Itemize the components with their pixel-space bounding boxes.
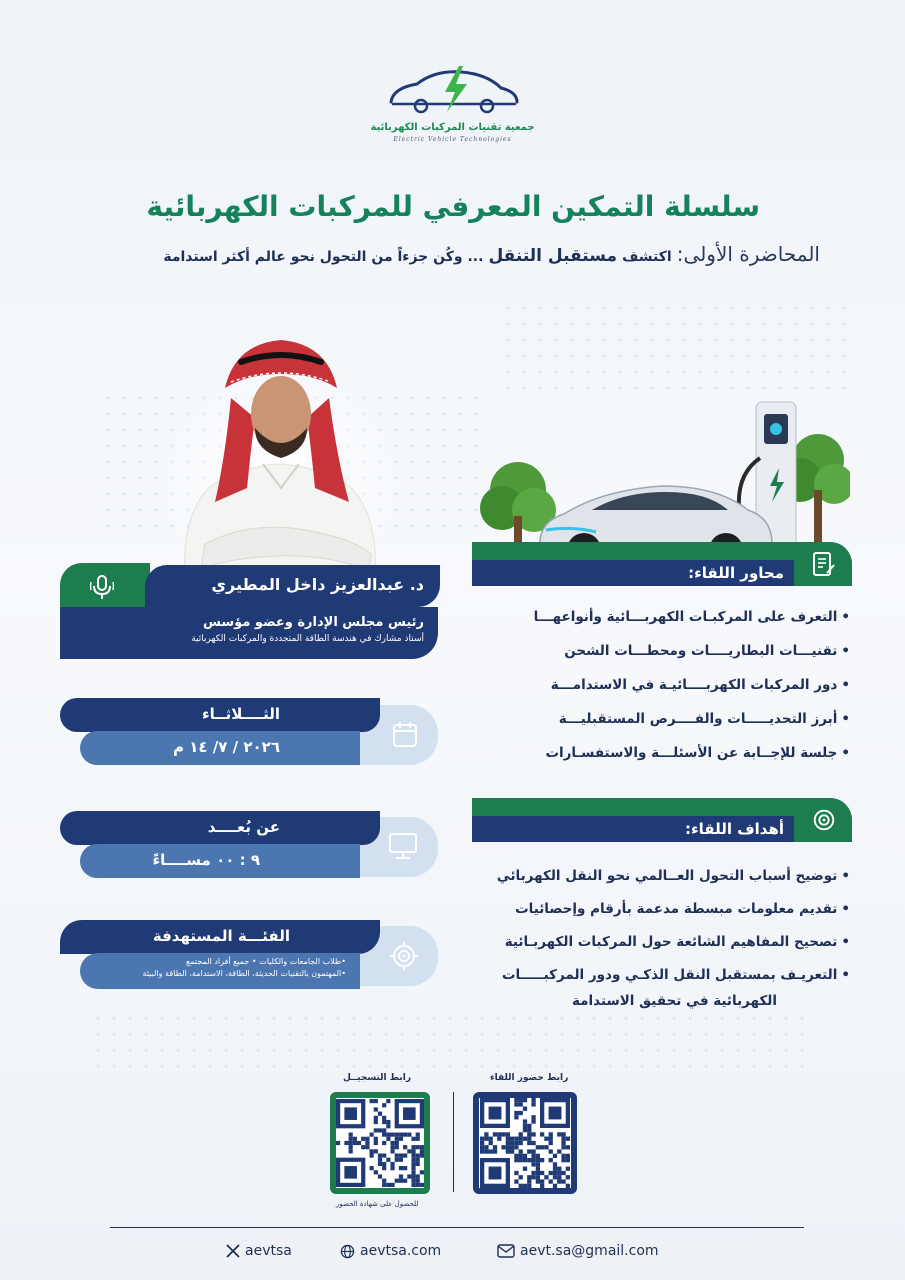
speaker-role: رئيس مجلس الإدارة وعضو مؤسس (203, 615, 424, 630)
axes-list (470, 600, 850, 770)
goals-continuation: الكهربائية في تحقيق الاستدامة (572, 993, 777, 1009)
event-time: ٩ : ٠٠ مســــاءً (80, 844, 360, 878)
speaker-role-box (60, 607, 438, 659)
register-label: رابط التسجيــل (343, 1073, 412, 1083)
speaker-photo (165, 318, 395, 580)
footer-x[interactable] (226, 1243, 292, 1259)
lecture-text-bold: مستقبل التنقل (488, 246, 618, 266)
target-icon (811, 807, 837, 833)
dots-decoration (500, 300, 850, 400)
series-title: سلسلة التمكين المعرفي للمركبات الكهربائية (146, 190, 760, 223)
audience-line1: •طلاب الجامعات والكليات • جميع أفراد المجتمع (186, 957, 346, 966)
list-item: • جلسة للإجــابة عن الأسئلـــة والاستفسـارات (470, 736, 850, 770)
list-item: • أبرز التحديـــــات والفــــرص المستقبليـــة (470, 702, 850, 736)
goals-header (472, 798, 852, 842)
audience-box (80, 953, 360, 989)
audience-line2: •المهتمون بالتقنيات الحديثة، الطاقة، الاستدامة، الطاقة والبيئة (142, 969, 346, 978)
goals-list (470, 860, 850, 992)
register-note: للحصول على شهادة الحضور (336, 1200, 419, 1208)
footer-divider (110, 1227, 804, 1228)
list-item: • التعرف على المركبـات الكهربـــائية وأنواعهـــا (470, 600, 850, 634)
event-mode: عن بُعــــد (60, 811, 380, 845)
target-icon (390, 942, 418, 970)
qr-code-icon (479, 1098, 571, 1188)
calendar-icon (392, 720, 418, 748)
lecture-text-pre: اكتشف (622, 249, 672, 265)
x-logo-icon (226, 1244, 240, 1258)
ev-car-logo-icon (383, 62, 523, 120)
footer-email[interactable] (497, 1243, 659, 1259)
logo-name-english: Electric Vehicle Technologies (393, 136, 512, 143)
audience-title: الفئـــة المستهدفة (60, 920, 380, 954)
attend-qr[interactable] (473, 1092, 577, 1194)
list-item: • توضيح أسباب التحول العــالمي نحو النقل الكهربائي (470, 860, 850, 893)
microphone-icon (90, 574, 114, 600)
logo-name-arabic: جمعية تقنيات المركبات الكهربائية (370, 122, 535, 133)
event-date: ٢٠٢٦ / ٧/ ١٤ م (80, 731, 360, 765)
lecture-label: المحاضرة الأولى: (676, 242, 820, 266)
axes-title: محاور اللقاء: (472, 560, 802, 586)
attend-label: رابط حضور اللقاء (490, 1073, 569, 1083)
speaker-name: د. عبدالعزيز داخل المطيري (145, 565, 440, 607)
speaker-subrole: أستاذ مشارك في هندسة الطاقة المتجددة والمركبات الكهربائية (191, 634, 424, 644)
qr-code-icon (336, 1098, 424, 1188)
email-link: aevt.sa@gmail.com (520, 1243, 659, 1259)
axes-header (472, 542, 852, 586)
document-icon (812, 551, 836, 579)
envelope-icon (497, 1244, 515, 1258)
list-item: • التعريـف بمستقبل النقل الذكـي ودور المركبـــــات (470, 959, 850, 992)
lecture-subtitle (163, 242, 820, 266)
register-qr[interactable] (330, 1092, 430, 1194)
list-item: • تقديم معلومات مبسطة مدعمة بأرقام وإحصائيات (470, 893, 850, 926)
event-day: الثــــلاثــاء (60, 698, 380, 732)
globe-icon (340, 1244, 355, 1259)
goals-title: أهداف اللقاء: (472, 816, 802, 842)
footer-website[interactable] (340, 1243, 441, 1259)
list-item: • تصحيح المفاهيم الشائعة حول المركبات الكهربـائية (470, 926, 850, 959)
association-logo (370, 62, 535, 154)
lecture-text-post: ... وكُن جزءاً من التحول نحو عالم أكثر استدامة (163, 249, 484, 265)
qr-divider (453, 1092, 454, 1192)
list-item: • تقنيـــات البطاريــــات ومحطـــات الشحن (470, 634, 850, 668)
x-handle: aevtsa (245, 1243, 292, 1259)
website-link: aevtsa.com (360, 1243, 442, 1259)
list-item: • دور المركبات الكهربــــائيـة في الاستدامـــة (470, 668, 850, 702)
dots-decoration (90, 1010, 810, 1070)
monitor-icon (388, 832, 418, 860)
